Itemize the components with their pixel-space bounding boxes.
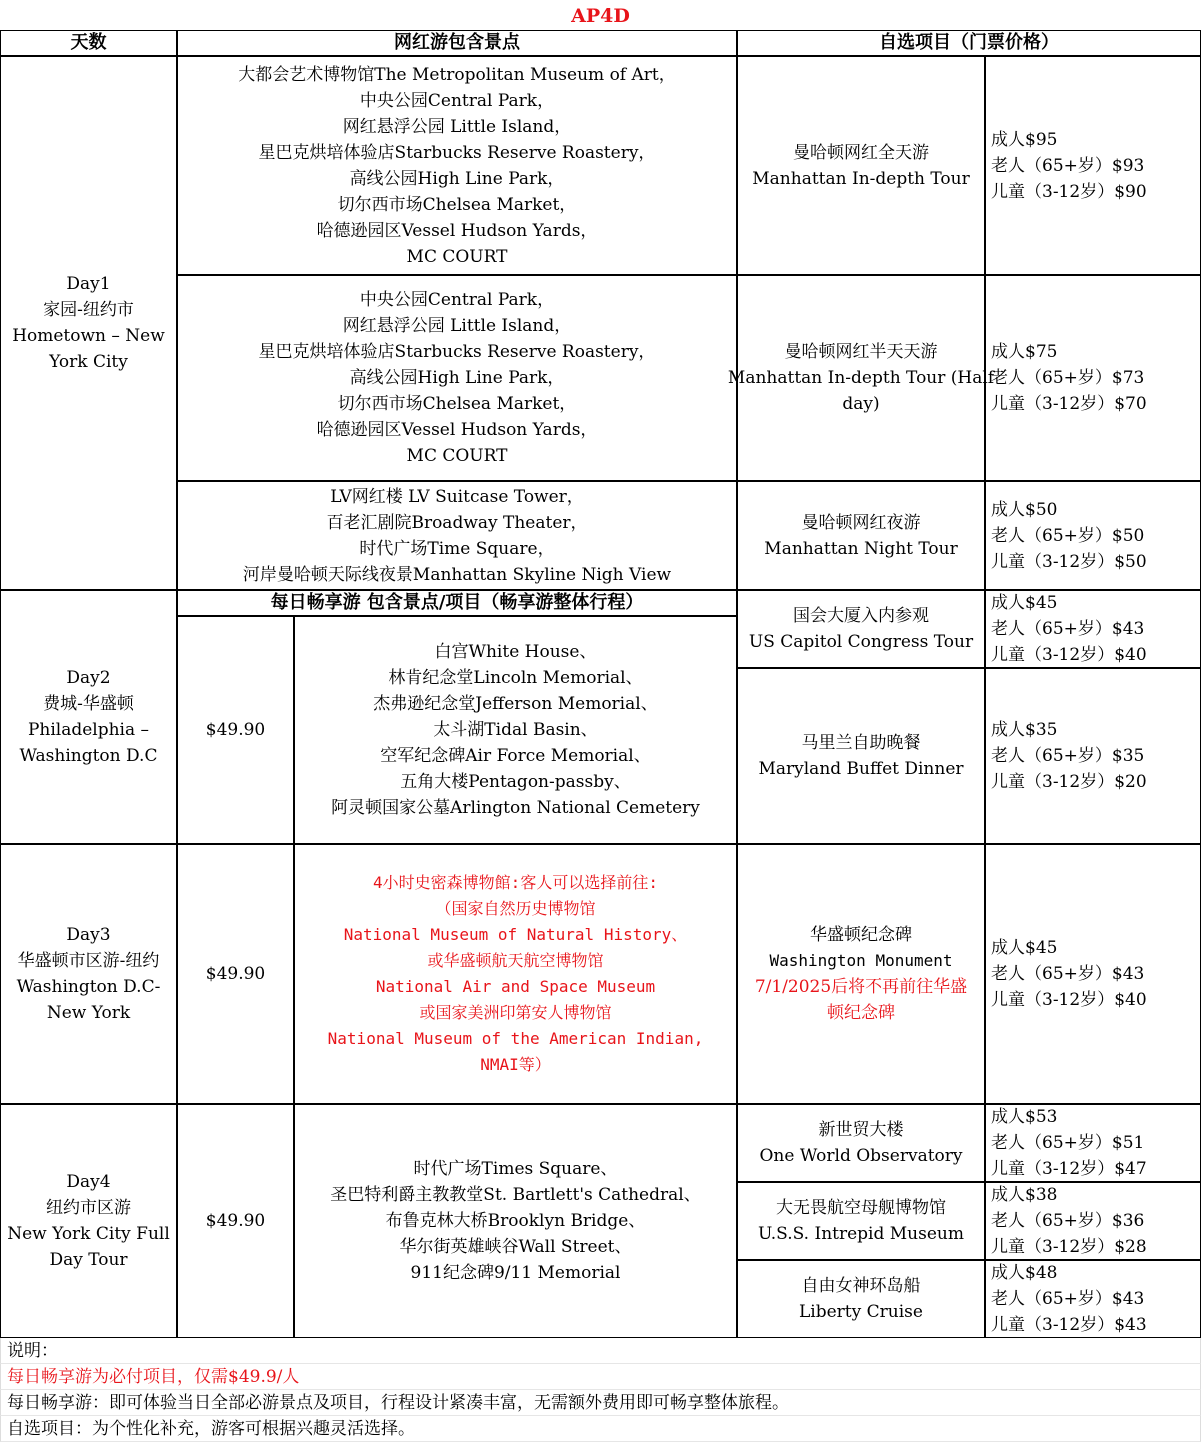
day4-price <box>177 1104 294 1338</box>
day4-prices-1-line: 老人（65+岁）$51 <box>991 1133 1145 1153</box>
notes-mandatory: 每日畅享游为必付项目，仅需$49.9/人 <box>0 1364 1201 1390</box>
day2-option-2-line: 马里兰自助晚餐 <box>801 733 921 753</box>
day1-prices-3-line: 儿童（3-12岁）$50 <box>991 551 1147 572</box>
day2-prices-2-line: 成人$35 <box>991 720 1058 740</box>
day3-label-line: New York <box>46 1003 131 1023</box>
day3-spots-line: （国家自然历史博物馆 <box>435 899 596 918</box>
day1-spots-2 <box>177 275 737 481</box>
day4-prices-3-line: 老人（65+岁）$43 <box>991 1289 1145 1309</box>
day4-option-3 <box>737 1260 985 1338</box>
page-title: AP4D <box>571 5 630 27</box>
header-optional-text: 自选项目（门票价格） <box>879 32 1059 53</box>
day2-prices-1 <box>985 590 1201 668</box>
notes-optional-desc: 自选项目：为个性化补充，游客可根据兴趣灵活选择。 <box>0 1416 1201 1442</box>
day2-option-1-line: 国会大厦入内参观 <box>793 606 929 626</box>
day3-option-line: 7/1/2025后将不再前往华盛 <box>754 977 968 997</box>
notes-daily-desc: 每日畅享游：即可体验当日全部必游景点及项目，行程设计紧凑丰富，无需额外费用即可畅享整体旅程。 <box>0 1390 1201 1416</box>
day3-prices-line: 老人（65+岁）$43 <box>991 964 1145 984</box>
day4-spots-line: 圣巴特利爵主教教堂St. Bartlett's Cathedral、 <box>330 1185 701 1205</box>
day3-prices-line: 儿童（3-12岁）$40 <box>991 990 1147 1010</box>
day4-prices-1-line: 儿童（3-12岁）$47 <box>991 1159 1147 1179</box>
day3-spots-line: NMAI等） <box>480 1055 551 1074</box>
day3-prices-line: 成人$45 <box>991 938 1058 958</box>
day2-label-line: Washington D.C <box>19 746 158 766</box>
day2-prices-1-line: 成人$45 <box>991 593 1058 613</box>
day3-spots-line: National Air and Space Museum <box>375 977 656 996</box>
header-optional <box>737 30 1201 56</box>
day1-prices-1-line: 成人$95 <box>991 129 1058 150</box>
day4-prices-2-line: 儿童（3-12岁）$28 <box>991 1237 1147 1257</box>
day1-prices-3 <box>985 481 1201 590</box>
day3-price-text: $49.90 <box>205 964 266 984</box>
header-days-text: 天数 <box>70 32 107 53</box>
day2-label <box>0 590 177 844</box>
day2-spots <box>294 616 737 844</box>
day3-spots-line: 或华盛顿航天航空博物馆 <box>427 951 604 970</box>
day1-prices-3-line: 老人（65+岁）$50 <box>991 525 1145 546</box>
day2-spots-line: 太斗湖Tidal Basin、 <box>433 720 598 740</box>
day1-option-2-line: day) <box>842 394 880 414</box>
day4-prices-2-line: 老人（65+岁）$36 <box>991 1211 1145 1231</box>
day1-spots-1 <box>177 56 737 275</box>
day4-option-1-line: 新世贸大楼 <box>818 1120 904 1140</box>
day3-spots-line: 4小时史密森博物館:客人可以选择前往: <box>373 873 658 892</box>
day2-prices-1-line: 儿童（3-12岁）$40 <box>991 645 1147 665</box>
day2-spots-line: 空军纪念碑Air Force Memorial、 <box>380 746 651 766</box>
day4-option-1 <box>737 1104 985 1182</box>
day2-prices-2-line: 儿童（3-12岁）$20 <box>991 772 1147 792</box>
day1-spots-2-line: 网红悬浮公园 Little Island， <box>342 316 572 336</box>
day1-spots-1-line: 切尔西市场Chelsea Market， <box>337 194 577 215</box>
day3-label <box>0 844 177 1104</box>
day2-spots-line: 杰弗逊纪念堂Jefferson Memorial、 <box>373 694 658 714</box>
day4-spots-line: 时代广场Times Square、 <box>413 1159 618 1179</box>
day4-option-3-line: Liberty Cruise <box>799 1302 923 1322</box>
day1-spots-2-line: MC COURT <box>406 446 508 466</box>
day4-prices-2-line: 成人$38 <box>991 1185 1058 1205</box>
day1-prices-1-line: 老人（65+岁）$93 <box>991 155 1145 176</box>
day1-label-line: Hometown – New <box>12 326 165 346</box>
day1-spots-2-line: 高线公园High Line Park， <box>349 368 565 388</box>
day3-label-line: Day3 <box>66 925 111 945</box>
day1-spots-2-line: 切尔西市场Chelsea Market， <box>337 394 577 414</box>
day2-option-2 <box>737 668 985 844</box>
day1-spots-3-line: LV网红楼 LV Suitcase Tower， <box>330 486 584 507</box>
day1-option-2-line: 曼哈顿网红半天天游 <box>784 342 938 362</box>
day3-label-line: Washington D.C- <box>16 977 161 997</box>
day4-label <box>0 1104 177 1338</box>
day4-label-line: Day4 <box>66 1172 111 1192</box>
day3-option-text: 华盛顿纪念碑 <box>810 925 912 945</box>
day4-option-1-line: One World Observatory <box>759 1146 963 1166</box>
day3-option <box>737 844 985 1104</box>
day1-label <box>0 56 177 590</box>
day1-spots-2-line: 星巴克烘培体验店Starbucks Reserve Roastery， <box>258 342 656 362</box>
day1-prices-2-line: 老人（65+岁）$73 <box>991 368 1145 388</box>
day2-option-2-line: Maryland Buffet Dinner <box>758 759 964 779</box>
day1-prices-3-line: 成人$50 <box>991 499 1058 520</box>
day2-prices-2 <box>985 668 1201 844</box>
day4-option-2-line: 大无畏航空母舰博物馆 <box>776 1198 946 1218</box>
day1-option-2 <box>727 275 995 481</box>
day1-option-1-line: 曼哈顿网红全天游 <box>793 142 929 163</box>
day4-prices-1 <box>985 1104 1201 1182</box>
day4-spots <box>294 1104 737 1338</box>
day3-option-text: Washington Monument <box>769 951 953 970</box>
day4-prices-3 <box>985 1260 1201 1338</box>
day4-spots-line: 911纪念碑9/11 Memorial <box>410 1263 621 1283</box>
day1-option-3-line: Manhattan Night Tour <box>764 538 958 559</box>
day1-spots-1-line: 星巴克烘培体验店Starbucks Reserve Roastery， <box>258 142 656 163</box>
day4-label-line: Day Tour <box>49 1250 128 1270</box>
day1-spots-1-line: 网红悬浮公园 Little Island， <box>342 116 572 137</box>
day2-label-line: 费城-华盛顿 <box>43 694 134 714</box>
day2-option-1 <box>737 590 985 668</box>
day3-spots-line: 或国家美洲印第安人博物馆 <box>419 1003 612 1022</box>
day1-spots-3 <box>177 481 737 590</box>
day4-prices-2 <box>985 1182 1201 1260</box>
day3-spots <box>294 844 737 1104</box>
day1-spots-1-line: 大都会艺术博物馆The Metropolitan Museum of Art， <box>238 64 676 85</box>
header-spots-text: 网红游包含景点 <box>394 32 520 53</box>
day1-spots-3-line: 百老汇剧院Broadway Theater， <box>326 512 588 533</box>
notes-heading: 说明： <box>0 1338 1201 1364</box>
day1-prices-1 <box>985 56 1201 275</box>
day1-spots-3-line: 时代广场Time Square， <box>359 538 555 559</box>
day4-label-line: New York City Full <box>7 1224 170 1244</box>
day3-price <box>177 844 294 1104</box>
day4-spots-line: 华尔街英雄峡谷Wall Street、 <box>399 1237 632 1257</box>
day2-option-1-line: US Capitol Congress Tour <box>748 632 974 652</box>
day4-option-2-line: U.S.S. Intrepid Museum <box>758 1224 964 1244</box>
day1-option-2-line: Manhattan In-depth Tour (Half <box>727 368 995 388</box>
day3-spots-line: National Museum of the American Indian, <box>327 1029 704 1048</box>
day1-prices-2-line: 儿童（3-12岁）$70 <box>991 394 1147 414</box>
day1-option-1 <box>737 56 985 275</box>
day2-spots-line: 阿灵顿国家公墓Arlington National Cemetery <box>331 798 700 818</box>
day4-label-line: 纽约市区游 <box>46 1198 131 1218</box>
day4-prices-3-line: 儿童（3-12岁）$43 <box>991 1315 1147 1335</box>
day1-spots-1-line: 中央公园Central Park， <box>359 90 555 111</box>
day2-spots-line: 五角大楼Pentagon-passby、 <box>400 772 631 792</box>
day3-label-line: 华盛顿市区游-纽约 <box>17 951 160 971</box>
day1-spots-1-line: 高线公园High Line Park， <box>349 168 565 189</box>
day2-price <box>177 616 294 844</box>
day2-label-line: Day2 <box>66 668 111 688</box>
day1-label-line: 家园-纽约市 <box>43 300 134 320</box>
day1-label-line: Day1 <box>66 274 111 294</box>
day3-spots-line: National Museum of Natural History、 <box>343 925 688 944</box>
day4-spots-line: 布鲁克林大桥Brooklyn Bridge、 <box>385 1211 646 1231</box>
day2-price-text: $49.90 <box>205 720 266 740</box>
day4-price-text: $49.90 <box>205 1211 266 1231</box>
day1-prices-2 <box>985 275 1201 481</box>
day1-spots-2-line: 哈德逊园区Vessel Hudson Yards， <box>316 420 598 440</box>
day4-option-2 <box>737 1182 985 1260</box>
day2-prices-2-line: 老人（65+岁）$35 <box>991 746 1145 766</box>
day2-label-line: Philadelphia – <box>27 720 150 740</box>
day1-spots-3-line: 河岸曼哈顿天际线夜景Manhattan Skyline Nigh View <box>242 564 672 585</box>
day4-prices-3-line: 成人$48 <box>991 1263 1058 1283</box>
daily-tour-header <box>177 590 737 616</box>
daily-tour-header-text: 每日畅享游 包含景点/项目（畅享游整体行程） <box>270 592 644 613</box>
day4-prices-1-line: 成人$53 <box>991 1107 1058 1127</box>
day1-option-3 <box>737 481 985 590</box>
day1-prices-2-line: 成人$75 <box>991 342 1058 362</box>
day1-label-line: York City <box>49 352 128 372</box>
day1-option-3-line: 曼哈顿网红夜游 <box>801 512 921 533</box>
day1-option-1-line: Manhattan In-depth Tour <box>752 168 970 189</box>
day3-option-line: 顿纪念碑 <box>827 1003 895 1023</box>
day1-spots-1-line: MC COURT <box>406 246 508 267</box>
day4-option-3-line: 自由女神环岛船 <box>801 1276 921 1296</box>
day2-spots-line: 白宫White House、 <box>434 642 597 662</box>
day1-spots-1-line: 哈德逊园区Vessel Hudson Yards， <box>316 220 598 241</box>
day1-prices-1-line: 儿童（3-12岁）$90 <box>991 181 1147 202</box>
header-days <box>0 30 177 56</box>
day1-spots-2-line: 中央公园Central Park， <box>359 290 555 310</box>
day3-prices <box>985 844 1201 1104</box>
day2-spots-line: 林肯纪念堂Lincoln Memorial、 <box>388 668 643 688</box>
header-spots <box>177 30 737 56</box>
day2-prices-1-line: 老人（65+岁）$43 <box>991 619 1145 639</box>
